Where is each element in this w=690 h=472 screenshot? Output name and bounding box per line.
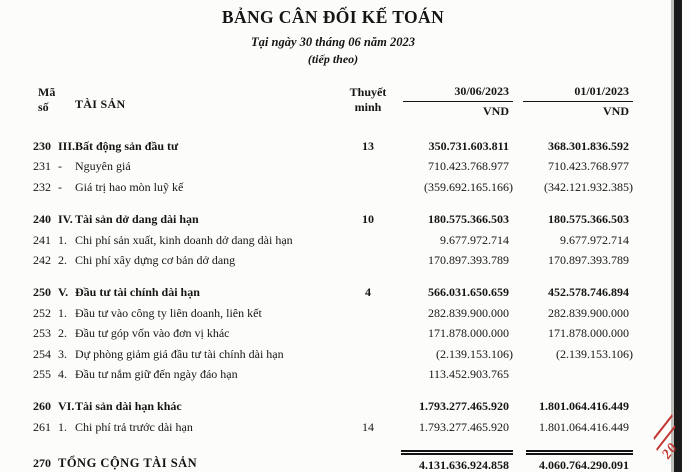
table-row	[33, 177, 633, 197]
row-code: 260	[33, 399, 51, 414]
row-value-current: 180.575.366.503	[428, 212, 509, 227]
row-code: 230	[33, 139, 51, 153]
row-value-prior: 171.878.000.000	[548, 326, 629, 341]
row-prefix: 2.	[58, 252, 67, 267]
table-row	[33, 396, 633, 416]
prior-period-unit: VND	[603, 104, 629, 118]
table-row	[33, 450, 633, 472]
table-row	[33, 209, 633, 229]
table-header	[33, 84, 633, 119]
row-code: 253	[33, 326, 51, 341]
table-row	[33, 364, 633, 384]
column-header-prior-period	[513, 84, 633, 119]
row-label: Đầu tư tài chính dài hạn	[75, 285, 200, 300]
row-value-current: (2.139.153.106)	[436, 346, 513, 361]
row-code: 252	[33, 305, 51, 320]
row-label: TỔNG CỘNG TÀI SẢN	[58, 456, 198, 471]
table-row	[33, 250, 633, 270]
row-label: Tài sản dài hạn khác	[75, 399, 182, 414]
row-code: 242	[33, 252, 51, 267]
row-code: 261	[33, 419, 51, 434]
table-row	[33, 344, 633, 364]
row-value-prior: 452.578.746.894	[548, 285, 629, 300]
scan-edge-bar	[674, 0, 682, 472]
table-row	[33, 230, 633, 250]
page-title: BẢNG CÂN ĐỐI KẾ TOÁN	[221, 7, 445, 27]
handwritten-mark	[645, 411, 690, 472]
row-value-prior: 1.801.064.416.449	[539, 399, 629, 414]
row-value-current: 1.793.277.465.920	[419, 399, 509, 414]
current-period-unit: VND	[483, 104, 509, 118]
prior-period-date: 01/01/2023	[523, 84, 633, 102]
row-code: 241	[33, 232, 51, 247]
row-value-prior: 368.301.836.592	[548, 139, 629, 153]
current-period-date: 30/06/2023	[403, 84, 513, 102]
row-value-prior: (2.139.153.106)	[556, 346, 633, 361]
row-code: 255	[33, 366, 51, 381]
continued-note: (tiếp theo)	[307, 52, 359, 66]
row-prefix: -	[58, 179, 62, 194]
table-row	[33, 282, 633, 302]
assets-table	[33, 84, 633, 472]
row-value-prior: 170.897.393.789	[548, 252, 629, 267]
row-label: Đầu tư góp vốn vào đơn vị khác	[75, 326, 230, 341]
row-code: 250	[33, 285, 51, 300]
row-note: 4	[365, 285, 371, 300]
row-note: 14	[362, 419, 374, 434]
column-header-note: Thuyết minh	[349, 85, 387, 114]
table-row	[33, 156, 633, 176]
table-body	[33, 136, 633, 472]
row-prefix: -	[58, 159, 62, 174]
table-row	[33, 303, 633, 323]
row-value-current: (359.692.165.166)	[424, 179, 513, 194]
row-value-prior: 1.801.064.416.449	[539, 419, 629, 434]
row-prefix: 1.	[58, 305, 67, 320]
table-row	[33, 417, 633, 437]
row-value-prior: 9.677.972.714	[560, 232, 629, 247]
row-value-current: 170.897.393.789	[428, 252, 509, 267]
row-prefix: 4.	[58, 366, 67, 381]
document-header	[33, 7, 633, 67]
row-label: Tài sản dở dang dài hạn	[75, 212, 199, 227]
handwritten-number: 20	[659, 440, 682, 463]
row-value-current: 350.731.603.811	[428, 139, 509, 153]
row-value-prior: (342.121.932.385)	[544, 179, 633, 194]
row-value-current: 4.131.636.924.858	[388, 450, 513, 472]
row-prefix: 3.	[58, 346, 67, 361]
row-label: Dự phòng giảm giá đầu tư tài chính dài hạn	[75, 346, 284, 361]
row-code: 270	[33, 456, 51, 471]
row-label: Đầu tư nắm giữ đến ngày đáo hạn	[75, 366, 238, 381]
column-header-code: Mã số	[38, 85, 56, 114]
row-note: 13	[362, 139, 374, 153]
row-label: Nguyên giá	[75, 159, 131, 174]
row-value-current: 1.793.277.465.920	[419, 419, 509, 434]
row-value-prior: 282.839.900.000	[548, 305, 629, 320]
column-header-current-period	[388, 84, 513, 119]
row-note: 10	[362, 212, 374, 227]
table-row	[33, 136, 633, 156]
row-label: Chi phí xây dựng cơ bản dở dang	[75, 252, 236, 267]
row-value-current: 171.878.000.000	[428, 326, 509, 341]
row-label: Bất động sản đầu tư	[75, 139, 179, 153]
row-prefix: IV.	[58, 212, 73, 227]
row-value-current: 710.423.768.977	[428, 159, 509, 174]
row-value-prior: 4.060.764.290.091	[513, 450, 633, 472]
row-value-current: 282.839.900.000	[428, 305, 509, 320]
row-value-prior: 710.423.768.977	[548, 159, 629, 174]
row-prefix: 2.	[58, 326, 67, 341]
row-code: 231	[33, 159, 51, 174]
row-prefix: V.	[58, 285, 69, 300]
report-date: Tại ngày 30 tháng 06 năm 2023	[251, 35, 415, 49]
row-label: Chi phí sản xuất, kinh doanh dở dang dài hạn	[75, 232, 293, 247]
column-header-assets: TÀI SẢN	[75, 97, 126, 111]
row-prefix: VI.	[58, 399, 75, 414]
row-label: Đầu tư vào công ty liên doanh, liên kết	[75, 305, 262, 320]
row-label: Chi phí trả trước dài hạn	[75, 419, 193, 434]
row-value-prior: 180.575.366.503	[548, 212, 629, 227]
row-value-current: 9.677.972.714	[440, 232, 509, 247]
row-prefix: 1.	[58, 419, 67, 434]
row-code: 232	[33, 179, 51, 194]
row-prefix: 1.	[58, 232, 67, 247]
row-value-current: 566.031.650.659	[428, 285, 509, 300]
row-code: 240	[33, 212, 51, 227]
row-label: Giá trị hao mòn luỹ kế	[75, 179, 184, 194]
row-code: 254	[33, 346, 51, 361]
table-row	[33, 323, 633, 343]
row-prefix: III.	[58, 139, 76, 153]
row-value-current: 113.452.903.765	[428, 366, 509, 381]
